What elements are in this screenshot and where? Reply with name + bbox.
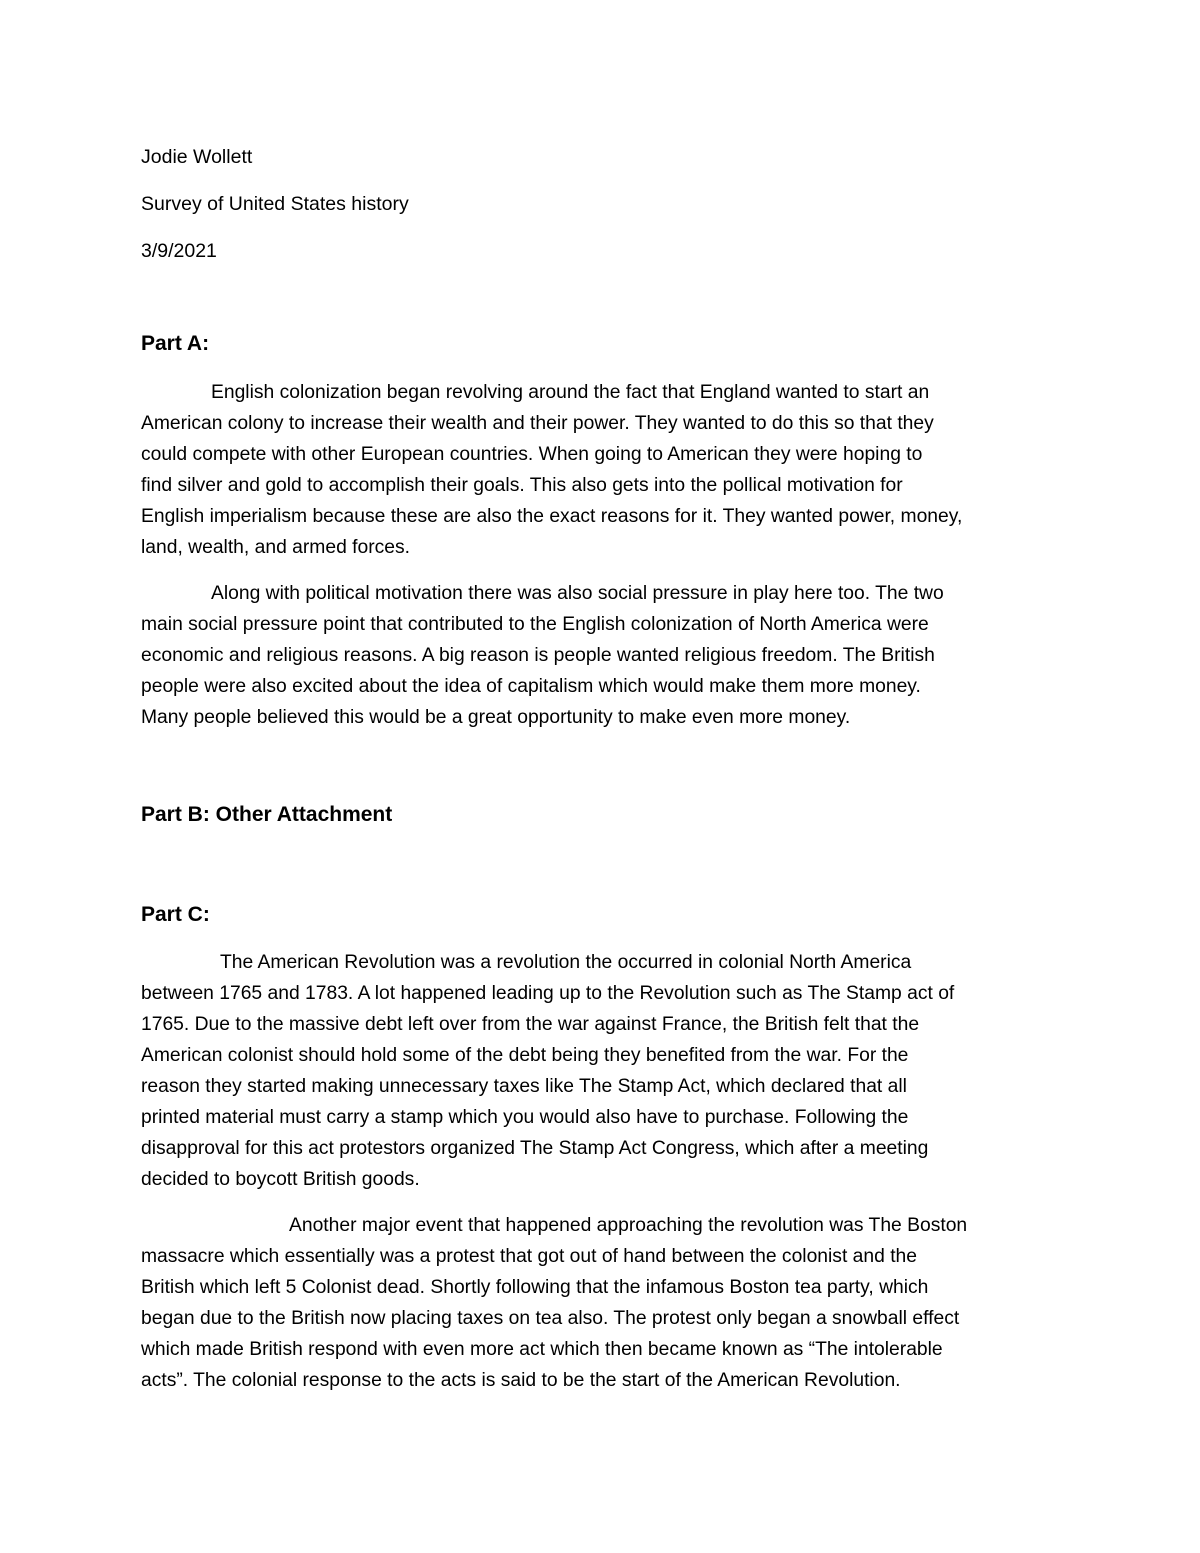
paragraph-line: economic and religious reasons. A big reason is people wanted religious freedom. The British xyxy=(141,645,935,666)
part-c-paragraph-2 xyxy=(141,1210,1071,1396)
paragraph-line: American colony to increase their wealth and their power. They wanted to do this so that they xyxy=(141,413,934,434)
paragraph-line: massacre which essentially was a protest that got out of hand between the colonist and the xyxy=(141,1246,917,1267)
part-a-paragraph-1 xyxy=(141,377,1071,563)
paragraph-line: people were also excited about the idea of capitalism which would make them more money. xyxy=(141,676,921,697)
paragraph-line: English imperialism because these are also the exact reasons for it. They wanted power, money, xyxy=(141,506,963,527)
part-a-heading: Part A: xyxy=(141,332,210,355)
course-title: Survey of United States history xyxy=(141,193,409,215)
paragraph-line: land, wealth, and armed forces. xyxy=(141,537,411,558)
paragraph-line: British which left 5 Colonist dead. Shortly following that the infamous Boston tea party, which xyxy=(141,1277,929,1298)
paragraph-line: English colonization began revolving around the fact that England wanted to start an xyxy=(211,382,930,403)
paragraph-line: main social pressure point that contributed to the English colonization of North America were xyxy=(141,614,929,635)
paragraph-line: could compete with other European countries. When going to American they were hoping to xyxy=(141,444,923,465)
part-a-paragraph-2 xyxy=(141,578,1071,733)
author-name: Jodie Wollett xyxy=(141,146,253,168)
part-c-heading: Part C: xyxy=(141,903,210,926)
paragraph-line: between 1765 and 1783. A lot happened leading up to the Revolution such as The Stamp act of xyxy=(141,983,955,1004)
paragraph-line: began due to the British now placing taxes on tea also. The protest only began a snowball effect xyxy=(141,1308,960,1329)
paragraph-line: printed material must carry a stamp which you would also have to purchase. Following the xyxy=(141,1107,909,1128)
paragraph-line: decided to boycott British goods. xyxy=(141,1169,420,1190)
part-c-paragraph-1 xyxy=(141,947,1071,1195)
part-b-heading: Part B: Other Attachment xyxy=(141,803,393,826)
paragraph-line: The American Revolution was a revolution the occurred in colonial North America xyxy=(220,952,912,973)
paragraph-line: 1765. Due to the massive debt left over from the war against France, the British felt that the xyxy=(141,1014,920,1035)
paragraph-line: disapproval for this act protestors organized The Stamp Act Congress, which after a meeting xyxy=(141,1138,929,1159)
paragraph-line: Many people believed this would be a great opportunity to make even more money. xyxy=(141,707,851,728)
paragraph-line: acts”. The colonial response to the acts is said to be the start of the American Revolution. xyxy=(141,1370,901,1391)
paragraph-line: reason they started making unnecessary taxes like The Stamp Act, which declared that all xyxy=(141,1076,907,1097)
paragraph-line: which made British respond with even more act which then became known as “The intolerable xyxy=(141,1339,943,1360)
document-date: 3/9/2021 xyxy=(141,240,217,262)
paragraph-line: find silver and gold to accomplish their goals. This also gets into the pollical motivation for xyxy=(141,475,903,496)
paragraph-line: American colonist should hold some of the debt being they benefited from the war. For the xyxy=(141,1045,909,1066)
paragraph-line: Along with political motivation there was also social pressure in play here too. The two xyxy=(211,583,944,604)
paragraph-line: Another major event that happened approaching the revolution was The Boston xyxy=(289,1215,968,1236)
